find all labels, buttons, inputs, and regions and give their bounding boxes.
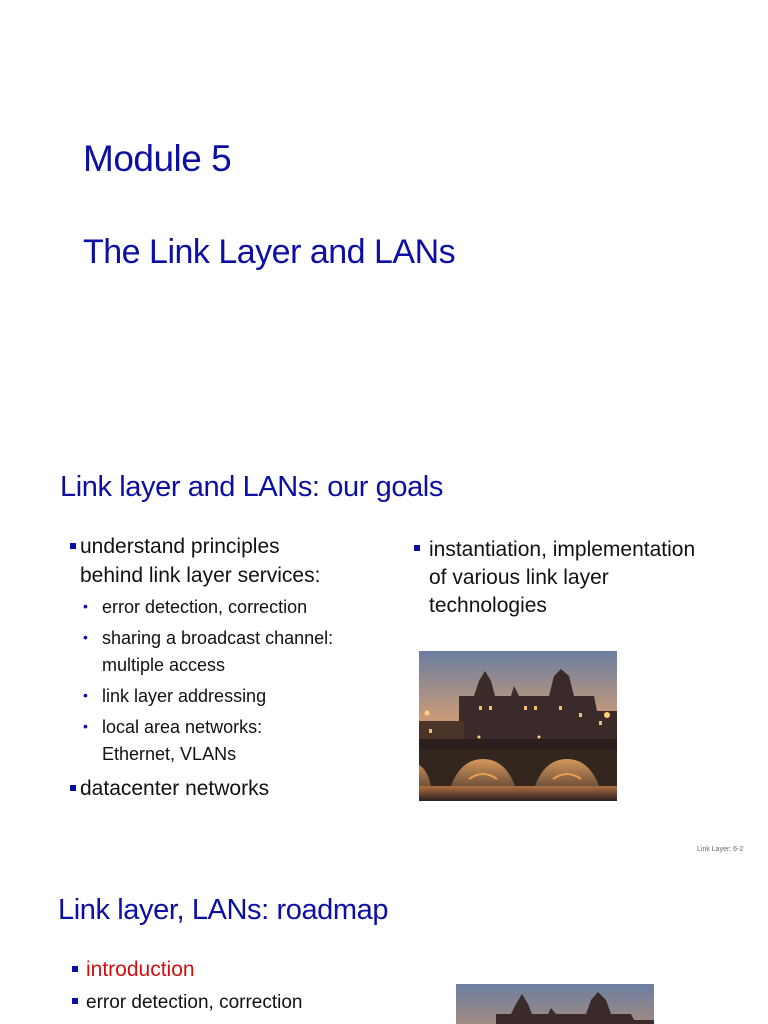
- slide1-title-link-layer: The Link Layer and LANs: [83, 233, 456, 271]
- bridge-photo-svg: [419, 651, 617, 801]
- square-bullet-icon: [72, 966, 78, 972]
- list-item-instantiation-cont1: of various link layer: [429, 566, 609, 589]
- sub-item-error-detection: error detection, correction: [102, 597, 308, 617]
- sub-item-lans: local area networks:: [102, 717, 263, 737]
- square-bullet-icon: [414, 545, 420, 551]
- dot-bullet-icon: •: [83, 718, 88, 734]
- bridge-photo-2: [456, 984, 654, 1024]
- dot-bullet-icon: •: [83, 687, 88, 703]
- roadmap-item-error-detection: error detection, correction: [86, 992, 303, 1013]
- list-item-instantiation-cont2: technologies: [429, 594, 547, 617]
- square-bullet-icon: [70, 785, 76, 791]
- square-bullet-icon: [72, 998, 78, 1004]
- dot-bullet-icon: •: [83, 629, 88, 645]
- slide1-title-module: Module 5: [83, 138, 232, 179]
- slide2-footer: Link Layer: 6-2: [697, 846, 744, 853]
- bridge-photo-2-svg: [456, 984, 654, 1024]
- list-item-datacenter: datacenter networks: [80, 777, 270, 800]
- slide3-title: Link layer, LANs: roadmap: [58, 894, 389, 926]
- slide2-title: Link layer and LANs: our goals: [60, 471, 443, 503]
- list-item-principles: understand principles: [80, 535, 280, 558]
- dot-bullet-icon: •: [83, 598, 88, 614]
- sub-item-broadcast-cont: multiple access: [102, 655, 226, 675]
- roadmap-item-introduction: introduction: [86, 958, 195, 981]
- sub-item-broadcast: sharing a broadcast channel:: [102, 628, 334, 648]
- sub-item-addressing: link layer addressing: [102, 686, 267, 706]
- sub-item-lans-cont: Ethernet, VLANs: [102, 744, 237, 764]
- bridge-photo: [419, 651, 617, 801]
- square-bullet-icon: [70, 543, 76, 549]
- list-item-instantiation: instantiation, implementation: [429, 538, 696, 561]
- list-item-principles-cont: behind link layer services:: [80, 564, 321, 587]
